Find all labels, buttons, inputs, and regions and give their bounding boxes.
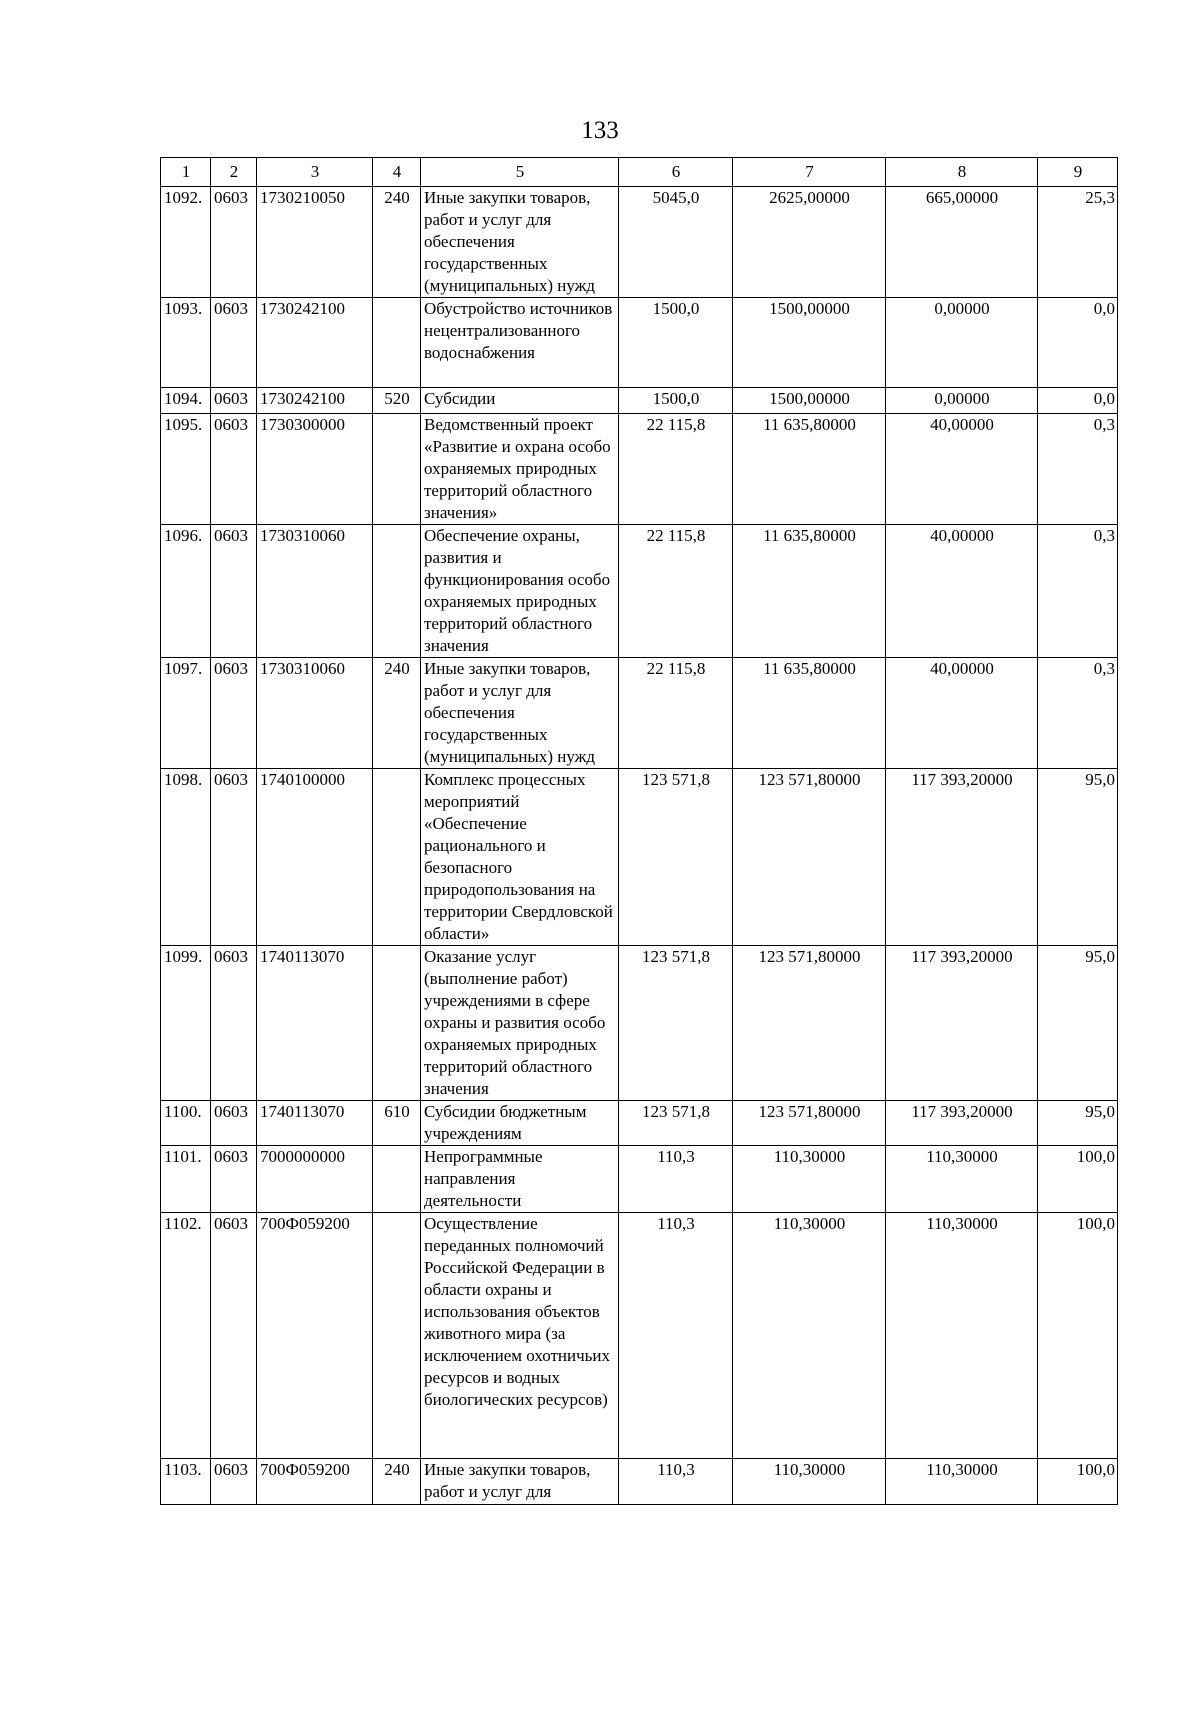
target-article-cell: 1730310060 xyxy=(257,658,373,769)
approved-amount-cell: 110,3 xyxy=(619,1459,733,1505)
expense-type-cell: 520 xyxy=(373,388,421,414)
section-code-cell: 0603 xyxy=(211,1459,257,1505)
description-cell: Оказание услуг (выполнение работ) учреждениями в сфере охраны и развития особо охраняемых природных территорий областного значения xyxy=(421,946,619,1101)
execution-percent-cell: 0,3 xyxy=(1038,414,1118,525)
target-article-cell: 1730242100 xyxy=(257,298,373,388)
executed-amount-cell: 110,30000 xyxy=(886,1459,1038,1505)
description-cell: Субсидии бюджетным учреждениям xyxy=(421,1101,619,1146)
execution-percent-cell: 25,3 xyxy=(1038,187,1118,298)
target-article-cell: 1740113070 xyxy=(257,1101,373,1146)
approved-amount-cell: 123 571,8 xyxy=(619,769,733,946)
table-row xyxy=(161,187,1118,298)
executed-amount-cell: 117 393,20000 xyxy=(886,769,1038,946)
row-number-cell: 1103. xyxy=(161,1459,211,1505)
execution-percent-cell: 0,0 xyxy=(1038,388,1118,414)
limit-amount-cell: 1500,00000 xyxy=(733,388,886,414)
row-number-cell: 1095. xyxy=(161,414,211,525)
limit-amount-cell: 110,30000 xyxy=(733,1146,886,1213)
table-row xyxy=(161,298,1118,388)
executed-amount-cell: 40,00000 xyxy=(886,525,1038,658)
expense-type-cell xyxy=(373,946,421,1101)
expense-type-cell: 610 xyxy=(373,1101,421,1146)
limit-amount-cell: 123 571,80000 xyxy=(733,946,886,1101)
executed-amount-cell: 117 393,20000 xyxy=(886,1101,1038,1146)
column-header: 4 xyxy=(373,158,421,187)
approved-amount-cell: 22 115,8 xyxy=(619,414,733,525)
execution-percent-cell: 95,0 xyxy=(1038,946,1118,1101)
column-header: 6 xyxy=(619,158,733,187)
section-code-cell: 0603 xyxy=(211,769,257,946)
description-cell: Ведомственный проект «Развитие и охрана особо охраняемых природных территорий областного значения» xyxy=(421,414,619,525)
approved-amount-cell: 123 571,8 xyxy=(619,946,733,1101)
target-article-cell: 1730210050 xyxy=(257,187,373,298)
page-number: 133 xyxy=(581,117,619,144)
approved-amount-cell: 5045,0 xyxy=(619,187,733,298)
execution-percent-cell: 95,0 xyxy=(1038,1101,1118,1146)
execution-percent-cell: 100,0 xyxy=(1038,1146,1118,1213)
column-header: 1 xyxy=(161,158,211,187)
execution-percent-cell: 100,0 xyxy=(1038,1459,1118,1505)
limit-amount-cell: 110,30000 xyxy=(733,1213,886,1459)
column-header: 8 xyxy=(886,158,1038,187)
description-cell: Осуществление переданных полномочий Российской Федерации в области охраны и использования объектов животного мира (за исключением охотничьих ресурсов и водных биологических ресурсов) xyxy=(421,1213,619,1459)
table-row xyxy=(161,1146,1118,1213)
section-code-cell: 0603 xyxy=(211,1146,257,1213)
target-article-cell: 1740100000 xyxy=(257,769,373,946)
section-code-cell: 0603 xyxy=(211,525,257,658)
executed-amount-cell: 665,00000 xyxy=(886,187,1038,298)
execution-percent-cell: 0,0 xyxy=(1038,298,1118,388)
description-cell: Обустройство источников нецентрализованного водоснабжения xyxy=(421,298,619,388)
approved-amount-cell: 1500,0 xyxy=(619,298,733,388)
description-cell: Обеспечение охраны, развития и функционирования особо охраняемых природных территорий областного значения xyxy=(421,525,619,658)
row-number-cell: 1101. xyxy=(161,1146,211,1213)
row-number-cell: 1096. xyxy=(161,525,211,658)
column-header: 9 xyxy=(1038,158,1118,187)
section-code-cell: 0603 xyxy=(211,1101,257,1146)
row-number-cell: 1097. xyxy=(161,658,211,769)
description-cell: Иные закупки товаров, работ и услуг для xyxy=(421,1459,619,1505)
description-cell: Комплекс процессных мероприятий «Обеспечение рационального и безопасного природопользования на территории Свердловской области» xyxy=(421,769,619,946)
target-article-cell: 700Ф059200 xyxy=(257,1459,373,1505)
description-cell: Иные закупки товаров, работ и услуг для обеспечения государственных (муниципальных) нужд xyxy=(421,658,619,769)
row-number-cell: 1098. xyxy=(161,769,211,946)
target-article-cell: 1730242100 xyxy=(257,388,373,414)
target-article-cell: 1730300000 xyxy=(257,414,373,525)
description-cell: Субсидии xyxy=(421,388,619,414)
expense-type-cell xyxy=(373,525,421,658)
limit-amount-cell: 11 635,80000 xyxy=(733,525,886,658)
executed-amount-cell: 110,30000 xyxy=(886,1146,1038,1213)
row-number-cell: 1094. xyxy=(161,388,211,414)
column-header: 2 xyxy=(211,158,257,187)
section-code-cell: 0603 xyxy=(211,946,257,1101)
approved-amount-cell: 22 115,8 xyxy=(619,525,733,658)
approved-amount-cell: 110,3 xyxy=(619,1213,733,1459)
description-cell: Непрограммные направления деятельности xyxy=(421,1146,619,1213)
table-row xyxy=(161,1459,1118,1505)
executed-amount-cell: 117 393,20000 xyxy=(886,946,1038,1101)
section-code-cell: 0603 xyxy=(211,1213,257,1459)
expense-type-cell: 240 xyxy=(373,658,421,769)
expense-type-cell xyxy=(373,298,421,388)
limit-amount-cell: 110,30000 xyxy=(733,1459,886,1505)
description-cell: Иные закупки товаров, работ и услуг для обеспечения государственных (муниципальных) нужд xyxy=(421,187,619,298)
section-code-cell: 0603 xyxy=(211,298,257,388)
table-row xyxy=(161,1101,1118,1146)
budget-table xyxy=(160,157,1118,1505)
table-row xyxy=(161,769,1118,946)
table-row xyxy=(161,388,1118,414)
target-article-cell: 1740113070 xyxy=(257,946,373,1101)
table-header-row xyxy=(161,158,1118,187)
table-row xyxy=(161,946,1118,1101)
expense-type-cell: 240 xyxy=(373,187,421,298)
executed-amount-cell: 110,30000 xyxy=(886,1213,1038,1459)
limit-amount-cell: 11 635,80000 xyxy=(733,414,886,525)
target-article-cell: 1730310060 xyxy=(257,525,373,658)
column-header: 7 xyxy=(733,158,886,187)
section-code-cell: 0603 xyxy=(211,187,257,298)
row-number-cell: 1102. xyxy=(161,1213,211,1459)
approved-amount-cell: 123 571,8 xyxy=(619,1101,733,1146)
executed-amount-cell: 40,00000 xyxy=(886,414,1038,525)
section-code-cell: 0603 xyxy=(211,658,257,769)
row-number-cell: 1100. xyxy=(161,1101,211,1146)
executed-amount-cell: 0,00000 xyxy=(886,388,1038,414)
limit-amount-cell: 123 571,80000 xyxy=(733,769,886,946)
table-row xyxy=(161,1213,1118,1459)
limit-amount-cell: 11 635,80000 xyxy=(733,658,886,769)
section-code-cell: 0603 xyxy=(211,388,257,414)
row-number-cell: 1099. xyxy=(161,946,211,1101)
expense-type-cell: 240 xyxy=(373,1459,421,1505)
column-header: 5 xyxy=(421,158,619,187)
section-code-cell: 0603 xyxy=(211,414,257,525)
approved-amount-cell: 1500,0 xyxy=(619,388,733,414)
expense-type-cell xyxy=(373,1213,421,1459)
executed-amount-cell: 40,00000 xyxy=(886,658,1038,769)
execution-percent-cell: 100,0 xyxy=(1038,1213,1118,1459)
table-row xyxy=(161,525,1118,658)
row-number-cell: 1093. xyxy=(161,298,211,388)
execution-percent-cell: 0,3 xyxy=(1038,525,1118,658)
target-article-cell: 7000000000 xyxy=(257,1146,373,1213)
expense-type-cell xyxy=(373,769,421,946)
limit-amount-cell: 123 571,80000 xyxy=(733,1101,886,1146)
approved-amount-cell: 22 115,8 xyxy=(619,658,733,769)
execution-percent-cell: 0,3 xyxy=(1038,658,1118,769)
execution-percent-cell: 95,0 xyxy=(1038,769,1118,946)
row-number-cell: 1092. xyxy=(161,187,211,298)
table-row xyxy=(161,658,1118,769)
column-header: 3 xyxy=(257,158,373,187)
target-article-cell: 700Ф059200 xyxy=(257,1213,373,1459)
approved-amount-cell: 110,3 xyxy=(619,1146,733,1213)
expense-type-cell xyxy=(373,1146,421,1213)
limit-amount-cell: 2625,00000 xyxy=(733,187,886,298)
limit-amount-cell: 1500,00000 xyxy=(733,298,886,388)
executed-amount-cell: 0,00000 xyxy=(886,298,1038,388)
table-body xyxy=(161,187,1118,1505)
table-row xyxy=(161,414,1118,525)
expense-type-cell xyxy=(373,414,421,525)
